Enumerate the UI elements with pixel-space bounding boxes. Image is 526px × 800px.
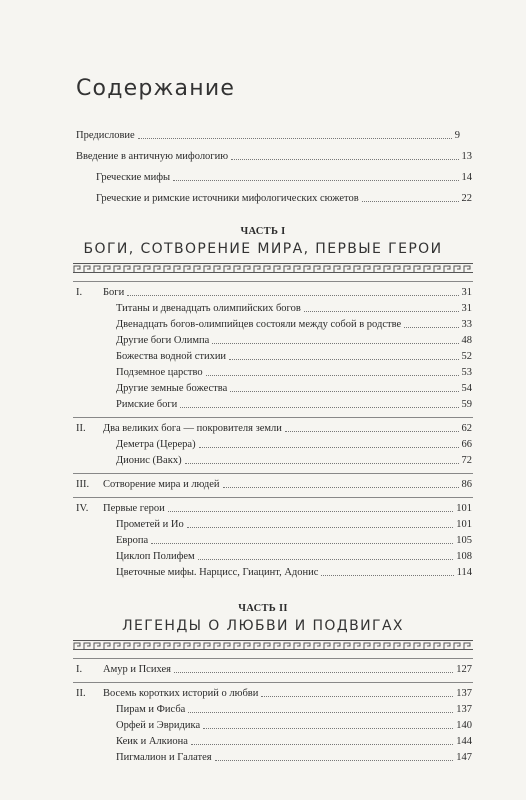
meander-ornament: [73, 640, 473, 650]
toc-page-number: 14: [461, 172, 472, 183]
dot-leader: [151, 543, 453, 544]
chapter-divider: [73, 417, 473, 418]
chapter-number: II.: [76, 423, 86, 434]
toc-entry-label: Пигмалион и Галатея: [116, 752, 212, 763]
dot-leader: [321, 575, 453, 576]
toc-entry-label: Предисловие: [76, 130, 135, 141]
toc-page-number: 137: [456, 688, 472, 699]
toc-page-number: 9: [454, 130, 460, 141]
toc-entry-label: Амур и Психея: [103, 664, 171, 675]
toc-entry[interactable]: [116, 567, 472, 579]
page-title: Содержание: [76, 76, 236, 101]
toc-page-number: 114: [456, 567, 472, 578]
toc-page-number: 31: [461, 303, 472, 314]
dot-leader: [173, 180, 458, 181]
toc-page-number: 86: [461, 479, 472, 490]
toc-entry[interactable]: [116, 720, 472, 732]
dot-leader: [212, 343, 458, 344]
part-title: ЛЕГЕНДЫ О ЛЮБВИ И ПОДВИГАХ: [122, 618, 404, 634]
dot-leader: [206, 375, 459, 376]
toc-chapter-amor-psyche[interactable]: [103, 664, 472, 676]
toc-page-number: 54: [461, 383, 472, 394]
toc-entry-greek-myths[interactable]: [96, 172, 472, 184]
dot-leader: [185, 463, 459, 464]
toc-entry-label: Деметра (Церера): [116, 439, 196, 450]
chapter-divider: [73, 682, 473, 683]
dot-leader: [404, 327, 458, 328]
toc-entry[interactable]: [116, 439, 472, 451]
toc-page-number: 140: [456, 720, 472, 731]
toc-page-number: 52: [461, 351, 472, 362]
chapter-number: I.: [76, 287, 83, 298]
toc-page-number: 144: [456, 736, 472, 747]
toc-entry-label: Первые герои: [103, 503, 165, 514]
toc-chapter-love-stories[interactable]: [103, 688, 472, 700]
toc-page-number: 127: [456, 664, 472, 675]
toc-entry[interactable]: [116, 351, 472, 363]
dot-leader: [304, 311, 459, 312]
dot-leader: [138, 138, 452, 139]
chapter-divider: [73, 473, 473, 474]
toc-page-number: 33: [461, 319, 472, 330]
toc-entry-label: Греческие мифы: [96, 172, 171, 183]
toc-page-number: 13: [461, 151, 472, 162]
chapter-divider: [73, 281, 473, 282]
toc-entry-label: Подземное царство: [116, 367, 203, 378]
toc-page-number: 105: [456, 535, 472, 546]
toc-entry-label: Орфей и Эвридика: [116, 720, 201, 731]
toc-page-number: 147: [456, 752, 472, 763]
toc-entry-sources[interactable]: [96, 193, 472, 205]
toc-page-number: 53: [461, 367, 472, 378]
toc-entry[interactable]: [116, 704, 472, 716]
toc-entry-label: Титаны и двенадцать олимпийских богов: [116, 303, 301, 314]
dot-leader: [191, 744, 453, 745]
toc-entry-label: Пирам и Фисба: [116, 704, 186, 715]
toc-entry-label: Дионис (Вакх): [116, 455, 182, 466]
toc-entry[interactable]: [116, 383, 472, 395]
toc-entry-label: Другие земные божества: [116, 383, 228, 394]
toc-page-number: 66: [461, 439, 472, 450]
toc-entry-label: Введение в античную мифологию: [76, 151, 229, 162]
toc-page-number: 22: [461, 193, 472, 204]
chapter-number: II.: [76, 688, 86, 699]
chapter-divider: [73, 658, 473, 659]
toc-entry-label: Сотворение мира и людей: [103, 479, 220, 490]
toc-entry[interactable]: [116, 455, 472, 467]
toc-entry-label: Европа: [116, 535, 149, 546]
toc-entry-preface[interactable]: [76, 130, 460, 142]
toc-chapter-creation[interactable]: [103, 479, 472, 491]
dot-leader: [198, 559, 454, 560]
toc-entry[interactable]: [116, 335, 472, 347]
part-label: ЧАСТЬ II: [238, 603, 288, 614]
toc-page-number: 137: [456, 704, 472, 715]
dot-leader: [174, 672, 453, 673]
toc-chapter-two-gods[interactable]: [103, 423, 472, 435]
toc-entry[interactable]: [116, 551, 472, 563]
part-title: БОГИ, СОТВОРЕНИЕ МИРА, ПЕРВЫЕ ГЕРОИ: [83, 241, 443, 257]
chapter-divider: [73, 497, 473, 498]
dot-leader: [223, 487, 459, 488]
toc-entry-label: Двенадцать богов-олимпийцев состояли между собой в родстве: [116, 319, 402, 330]
toc-entry-label: Восемь коротких историй о любви: [103, 688, 259, 699]
toc-page-number: 59: [461, 399, 472, 410]
dot-leader: [187, 527, 453, 528]
dot-leader: [188, 712, 453, 713]
toc-entry-label: Божества водной стихии: [116, 351, 227, 362]
toc-entry-label: Цветочные мифы. Нарцисс, Гиацинт, Адонис: [116, 567, 319, 578]
toc-entry-label: Боги: [103, 287, 125, 298]
toc-entry[interactable]: [116, 399, 472, 411]
dot-leader: [180, 407, 458, 408]
toc-entry[interactable]: [116, 303, 472, 315]
toc-entry[interactable]: [116, 519, 472, 531]
dot-leader: [127, 295, 458, 296]
dot-leader: [199, 447, 459, 448]
dot-leader: [168, 511, 454, 512]
toc-chapter-first-heroes[interactable]: [103, 503, 472, 515]
toc-entry-label: Циклоп Полифем: [116, 551, 195, 562]
toc-page-number: 31: [461, 287, 472, 298]
toc-page-number: 101: [456, 519, 472, 530]
chapter-number: III.: [76, 479, 90, 490]
toc-entry[interactable]: [116, 736, 472, 748]
dot-leader: [215, 760, 454, 761]
toc-page-number: 48: [461, 335, 472, 346]
toc-entry-introduction[interactable]: [76, 151, 472, 163]
part-label: ЧАСТЬ I: [240, 226, 286, 237]
toc-page-number: 72: [461, 455, 472, 466]
chapter-number: I.: [76, 664, 83, 675]
dot-leader: [261, 696, 453, 697]
toc-entry-label: Греческие и римские источники мифологических сюжетов: [96, 193, 359, 204]
dot-leader: [203, 728, 453, 729]
dot-leader: [229, 359, 458, 360]
toc-entry-label: Римские боги: [116, 399, 178, 410]
toc-entry-label: Другие боги Олимпа: [116, 335, 210, 346]
toc-entry[interactable]: [116, 535, 472, 547]
toc-chapter-gods[interactable]: [103, 287, 472, 299]
toc-entry[interactable]: [116, 752, 472, 764]
toc-page-number: 108: [456, 551, 472, 562]
dot-leader: [362, 201, 459, 202]
dot-leader: [285, 431, 459, 432]
dot-leader: [231, 159, 458, 160]
toc-entry-label: Два великих бога — покровителя земли: [103, 423, 282, 434]
chapter-number: IV.: [76, 503, 89, 514]
toc-entry-label: Прометей и Ио: [116, 519, 184, 530]
meander-ornament: [73, 263, 473, 273]
dot-leader: [230, 391, 458, 392]
toc-page-number: 101: [456, 503, 472, 514]
toc-entry[interactable]: [116, 367, 472, 379]
toc-entry-label: Кеик и Алкиона: [116, 736, 188, 747]
toc-entry[interactable]: [116, 319, 472, 331]
toc-page-number: 62: [461, 423, 472, 434]
